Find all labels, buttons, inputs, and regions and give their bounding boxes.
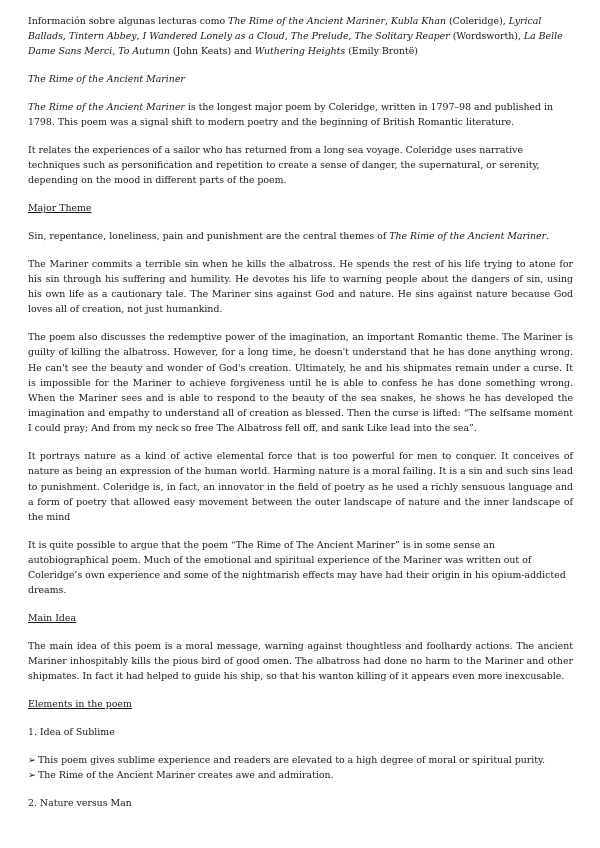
punctuation: . — [546, 231, 550, 242]
overview-paragraph — [28, 100, 573, 130]
bullet-text: The Rime of the Ancient Mariner creates awe and admiration. — [38, 770, 334, 782]
separator: , — [384, 16, 391, 27]
intro-text: Información sobre algunas lecturas como — [28, 16, 229, 27]
section-title — [28, 72, 573, 87]
element-item-2: 2. Nature versus Man — [28, 797, 132, 809]
autobiographical-paragraph: It is quite possible to argue that the poem “The Rime of The Ancient Mariner” is in some sense an autobiographical poem. Much of the emotional and spiritual experience of the Mariner was written out of Coleridge’s own experience and some of the nightmarish effects may have had their origin in his opium-addicted dreams. — [28, 539, 566, 597]
overview-text: is the longest major poem by Coleridge, written in 1797–98 and published in 1798. This poem was a signal shift to modern poetry and the beginning of British Romantic literature. — [28, 102, 554, 129]
main-idea-paragraph: The main idea of this poem is a moral message, warning against thoughtless and foolhardy actions. The ancient Mariner inhospitably kills the pious bird of good omen. The albatross had done no harm to the Mariner and other shipmates. In fact it had helped to guide his ship, so that his wanton killing of it appears even more inexcusable. — [28, 641, 573, 683]
relates-paragraph: It relates the experiences of a sailor who has returned from a long sea voyage. Coleridge uses narrative techniques such as personification and repetition to create a sense of danger, the supernatural, or serenity, depending on the mood in different parts of the poem. — [28, 145, 540, 187]
separator: (Emily Brontë) — [345, 46, 418, 58]
intro-paragraph — [28, 14, 573, 60]
work-title: The Prelude — [290, 31, 349, 43]
main-idea-heading — [28, 611, 573, 626]
work-title: I Wandered Lonely as a Cloud — [142, 31, 285, 43]
separator: (John Keats) and — [169, 46, 255, 58]
heading-text: Elements in the poem — [28, 699, 132, 711]
work-title: The Rime of the Ancient Mariner — [389, 231, 547, 242]
work-title: Kubla Khan — [390, 16, 447, 27]
elements-heading — [28, 697, 573, 712]
heading-text: Main Idea — [28, 613, 77, 625]
bullet-text: This poem gives sublime experience and readers are elevated to a high degree of moral or spiritual purity. — [38, 754, 546, 766]
separator: , — [284, 31, 291, 43]
major-theme-heading — [28, 201, 573, 216]
work-title: The Rime of the Ancient Mariner — [228, 16, 385, 27]
list-item — [28, 753, 573, 768]
separator: , — [136, 31, 143, 43]
list-item — [28, 768, 573, 783]
arrow-bullet-icon: ➢ — [28, 754, 36, 766]
themes-text: Sin, repentance, loneliness, pain and punishment are the central themes of — [28, 231, 390, 242]
work-title: The Solitary Reaper — [354, 31, 450, 43]
heading-text: Major Theme — [28, 203, 92, 215]
separator: (Wordsworth), — [449, 31, 524, 43]
separator: (Coleridge), — [446, 16, 509, 27]
separator: , — [112, 46, 119, 58]
separator: , — [62, 31, 69, 43]
themes-paragraph — [28, 229, 573, 244]
albatross-paragraph: The Mariner commits a terrible sin when he kills the albatross. He spends the rest of his life trying to atone for his sin through his suffering and humility. He devotes his life to warning people about the dangers of sin, using his own life as a cautionary tale. The Mariner sins against God and nature. He sins against nature because God loves all of creation, not just humankind. — [28, 258, 573, 316]
imagination-paragraph: The poem also discusses the redemptive power of the imagination, an important Romantic theme. The Mariner is guilty of killing the albatross. However, for a long time, he doesn't understand that he has done anything wrong. He can't see the beauty and wonder of God's creation. Ultimately, he and his shipmates remain under a curse. It is impossible for the Mariner to achieve forgiveness until he is able to confess he has done something wrong. When the Mariner sees and is able to respond to the beauty of the sea snakes, he shows he has developed the imagination and empathy to understand all of creation as blessed. Then the curse is lifted: “The selfsame moment I could pray; And from my neck so free The Albatross fell off, and sank Like lead into the sea”. — [28, 332, 573, 435]
section-title-text: The Rime of the Ancient Mariner — [28, 74, 185, 86]
work-title: The Rime of the Ancient Mariner — [28, 102, 185, 113]
arrow-bullet-icon: ➢ — [28, 770, 36, 782]
bullet-list — [28, 753, 573, 783]
work-title: La Belle Dame Sans Merci — [28, 31, 563, 58]
work-title: Wuthering Heights — [254, 46, 346, 58]
element-item-1: 1. Idea of Sublime — [28, 727, 115, 739]
work-title: Lyrical Ballads — [28, 16, 542, 43]
work-title: To Autumn — [118, 46, 170, 58]
nature-paragraph: It portrays nature as a kind of active elemental force that is too powerful for men to conquer. It conceives of nature as being an expression of the human world. Harming nature is a moral failing. It is a sin and such sins lead to punishment. Coleridge is, in fact, an innovator in the field of poetry as he used a richly sensuous language and a form of poetry that allowed easy movement between the outer landscape of nature and the inner landscape of the mind — [28, 451, 573, 524]
separator: , — [348, 31, 355, 43]
work-title: Tintern Abbey — [68, 31, 137, 43]
